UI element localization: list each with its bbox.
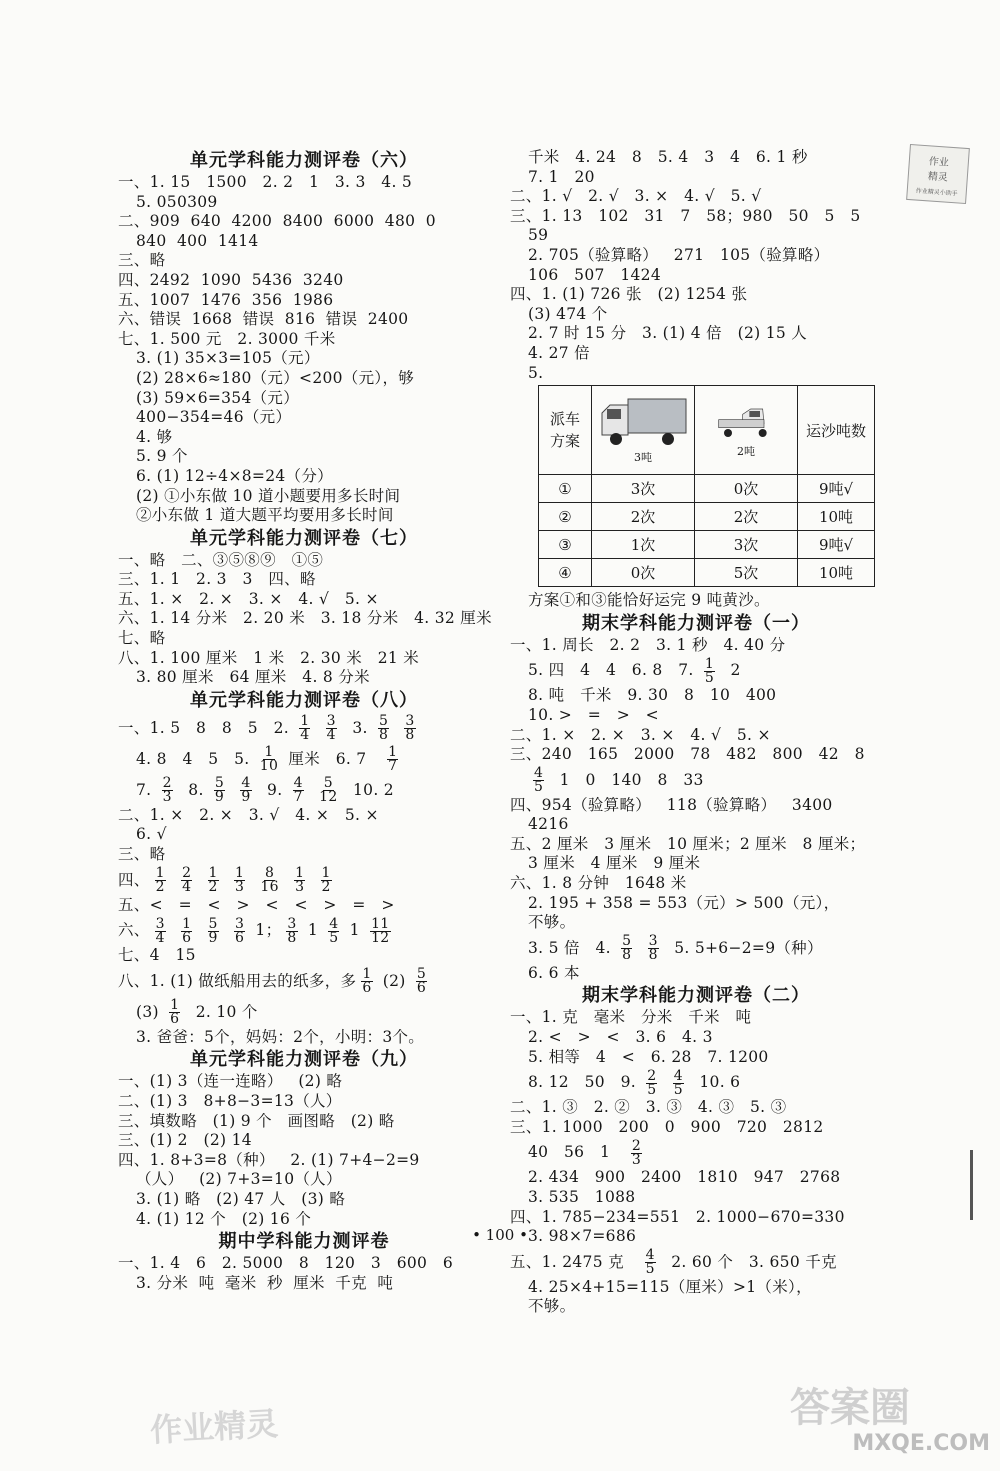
answer-line: 四、1. 785−234=551 2. 1000−670=330 xyxy=(510,1207,845,1226)
answer-text xyxy=(224,871,229,889)
answer-line: 八、1. 100 厘米 1 米 2. 30 米 21 米 xyxy=(118,648,420,667)
answer-text xyxy=(171,921,176,939)
answer-line xyxy=(510,933,882,964)
header-truck-2t xyxy=(695,386,798,475)
total-tons: 10吨 xyxy=(798,559,875,587)
fraction-numerator: 5 xyxy=(378,713,389,730)
answer-line: 4. (1) 12 个 (2) 16 个 xyxy=(136,1209,312,1228)
answer-line: 六、1. 14 分米 2. 20 米 3. 18 分米 4. 32 厘米 xyxy=(118,609,492,628)
answer-line: 二、1. ③ 2. ② 3. ③ 4. ③ 5. ③ xyxy=(510,1098,787,1117)
fraction-denominator: 5 xyxy=(673,1081,683,1098)
fraction-denominator: 5 xyxy=(534,779,544,796)
answer-line: 2. 7 时 15 分 3. (1) 4 倍 (2) 15 人 xyxy=(528,324,808,343)
answer-text: 5. 5+6−2=9（种） xyxy=(663,938,823,957)
answer-line: 106 507 1424 xyxy=(528,265,661,284)
answer-line: 二、(1) 3 8+8−3=13（人） xyxy=(118,1092,342,1110)
answer-text xyxy=(662,1073,667,1091)
fraction-numerator: 1 xyxy=(295,865,305,882)
fraction-denominator: 4 xyxy=(300,727,310,744)
truck-3t-trips: 1次 xyxy=(592,531,695,559)
answer-line: 不够。 xyxy=(528,913,576,932)
table-row xyxy=(539,531,875,559)
answer-line: 3. 爸爸：5个，妈妈：2个，小明：3个。 xyxy=(136,1027,425,1046)
fraction-numerator: 4 xyxy=(241,775,251,792)
truck-3t-caption: 3吨 xyxy=(634,451,652,465)
answer-line: 3 厘米 4 厘米 9 厘米 xyxy=(528,854,701,873)
answer-line: 一、1. 15 1500 2. 2 1 3. 3 4. 5 xyxy=(118,173,413,191)
answer-column-left xyxy=(118,148,490,1293)
answer-text: (2) xyxy=(377,971,411,990)
fraction-denominator: 8 xyxy=(378,727,389,744)
answer-line: 三、略 xyxy=(118,251,166,270)
fraction xyxy=(370,915,390,946)
table-row xyxy=(539,503,875,531)
answer-line: 840 400 1414 xyxy=(136,231,259,250)
answer-text xyxy=(315,719,320,737)
answer-line: 四、2492 1090 5436 3240 xyxy=(118,270,344,289)
answer-line: 三、略 xyxy=(118,845,166,864)
answer-line: 3. 535 1088 xyxy=(528,1188,636,1206)
section-heading: 单元学科能力测评卷（七） xyxy=(190,527,418,549)
answer-line: （人） (2) 7+3=10（人） xyxy=(136,1170,342,1189)
answer-line: 59 xyxy=(528,226,549,245)
fraction xyxy=(234,867,245,894)
table-row xyxy=(539,559,875,587)
answer-text xyxy=(637,939,642,957)
answer-line: 10. > = > < xyxy=(528,705,659,724)
answer-line: 4216 xyxy=(528,815,569,834)
fraction xyxy=(319,777,337,804)
answer-text xyxy=(394,719,399,737)
fraction-numerator: 2 xyxy=(162,775,172,792)
fraction xyxy=(328,915,339,946)
section-heading: 单元学科能力测评卷（九） xyxy=(190,1049,418,1071)
answer-line: 4. 27 倍 xyxy=(528,343,590,362)
fraction-numerator: 3 xyxy=(405,713,415,730)
answer-text: 1 0 140 8 33 xyxy=(549,770,704,789)
fraction-numerator: 4 xyxy=(534,765,544,782)
fraction xyxy=(234,915,245,946)
fraction xyxy=(631,1137,642,1168)
section-heading: 期末学科能力测评卷（二） xyxy=(582,985,810,1007)
answer-line: 一、1. 4 6 2. 5000 8 120 3 600 6 xyxy=(118,1254,454,1273)
answer-line: 一、略 二、③⑤⑧⑨ ①⑤ xyxy=(118,550,324,569)
answer-line: 4. 够 xyxy=(136,427,173,446)
fraction xyxy=(260,867,278,894)
fraction-denominator: 6 xyxy=(234,929,245,946)
answer-line: (2) 28×6≈180（元）<200（元），够 xyxy=(136,368,415,387)
answer-line: 5. 相等 4 < 6. 28 7. 1200 xyxy=(528,1047,769,1066)
answer-line: 六、错误 1668 错误 816 错误 2400 xyxy=(118,310,409,329)
section-heading: 期末学科能力测评卷（一） xyxy=(582,612,810,634)
watermark-right xyxy=(790,1385,990,1465)
fraction-denominator: 5 xyxy=(704,669,715,686)
fraction-numerator: 5 xyxy=(622,933,632,950)
answer-line xyxy=(118,966,490,997)
fraction-numerator: 1 xyxy=(300,713,310,730)
fraction-numerator: 5 xyxy=(214,775,225,792)
watermark-logo-text: 答案圈 xyxy=(790,1385,910,1431)
answer-line: 三、(1) 2 (2) 14 xyxy=(118,1131,252,1150)
fraction xyxy=(294,867,305,894)
answer-line: 二、1. × 2. × 3. √ 4. × 5. × xyxy=(118,805,379,824)
answer-line: 不够。 xyxy=(528,1297,576,1316)
fraction-denominator: 9 xyxy=(208,929,218,946)
answer-text: 六、 xyxy=(118,921,150,940)
answer-text: 5. 四 4 4 6. 8 7. xyxy=(528,661,699,680)
fraction xyxy=(240,777,251,804)
fraction xyxy=(646,1067,657,1098)
answer-line: 二、1. × 2. × 3. × 4. √ 5. × xyxy=(510,725,771,744)
answer-line: 三、填数略 (1) 9 个 画图略 (2) 略 xyxy=(118,1111,395,1130)
fraction-numerator: 1 xyxy=(704,655,715,672)
fraction-denominator: 6 xyxy=(182,929,192,946)
fraction xyxy=(208,867,219,894)
fraction xyxy=(214,777,225,804)
answer-line xyxy=(510,1137,882,1168)
fraction-numerator: 3 xyxy=(287,915,297,932)
truck-3t-trips: 0次 xyxy=(592,559,695,587)
header-plan-label: 派车方案 xyxy=(549,410,580,451)
fraction-denominator: 3 xyxy=(234,879,245,896)
section-heading: 期中学科能力测评卷 xyxy=(218,1231,390,1253)
answer-line xyxy=(510,1067,882,1098)
answer-text: 40 56 1 xyxy=(528,1143,626,1162)
answer-text: 3. 5 倍 4. xyxy=(528,938,617,957)
answer-text xyxy=(197,871,202,889)
stamp-line: 作业 xyxy=(928,156,950,169)
fraction-denominator: 4 xyxy=(326,727,336,744)
fraction-denominator: 4 xyxy=(155,929,165,946)
answer-line: 四、954（验算略） 118（验算略） 3400 xyxy=(510,795,833,814)
answer-line xyxy=(510,765,882,796)
total-tons: 9吨√ xyxy=(798,531,875,559)
answer-line: 8. 吨 千米 9. 30 8 10 400 xyxy=(528,686,777,705)
section-heading: 单元学科能力测评卷（八） xyxy=(190,689,418,711)
answer-line: 7. 1 20 xyxy=(528,167,595,186)
fraction xyxy=(704,655,715,686)
fraction xyxy=(260,746,278,773)
answer-line: ②小东做 1 道大题平均要用多长时间 xyxy=(136,506,394,525)
answer-line: 三、240 165 2000 78 482 800 42 8 xyxy=(510,745,865,764)
answer-line: 4. 25×4+15=115（厘米）>1（米）， xyxy=(528,1277,812,1296)
answer-text: 1 xyxy=(344,921,366,940)
answer-line: 四、1. (1) 726 张 (2) 1254 张 xyxy=(510,285,748,304)
fraction xyxy=(648,935,659,962)
fraction xyxy=(162,777,173,804)
fraction-numerator: 3 xyxy=(234,915,245,932)
answer-text: 3. xyxy=(341,718,373,737)
fraction xyxy=(155,915,166,946)
answer-line xyxy=(118,915,490,946)
answer-line xyxy=(118,997,490,1028)
fraction-denominator: 7 xyxy=(388,758,398,775)
plan-cell: ③ xyxy=(539,531,592,559)
fraction-numerator: 1 xyxy=(155,865,165,882)
answer-line: 6. (1) 12÷4×8=24（分） xyxy=(136,466,333,485)
stamp-line: 精灵 xyxy=(927,171,949,184)
big-truck-icon xyxy=(598,395,688,447)
fraction-numerator: 4 xyxy=(329,915,339,932)
header-plan xyxy=(539,386,592,475)
fraction xyxy=(378,715,389,742)
fraction-numerator: 11 xyxy=(371,915,390,932)
answer-text: (3) xyxy=(136,1002,165,1021)
answer-line: 5. xyxy=(528,363,544,382)
truck-3t-trips: 2次 xyxy=(592,503,695,531)
answer-line xyxy=(118,744,490,775)
fraction-denominator: 2 xyxy=(321,879,331,896)
answer-text xyxy=(309,781,314,799)
answer-line: 3. 98×7=686 xyxy=(528,1227,637,1246)
table-row xyxy=(539,475,875,503)
page-number: • 100 • xyxy=(472,1226,528,1244)
fraction xyxy=(169,999,180,1026)
page-edge-mark xyxy=(970,1150,973,1220)
fraction-denominator: 5 xyxy=(645,1261,655,1278)
fraction-numerator: 1 xyxy=(234,865,245,882)
answer-line: 三、1. 13 102 31 7 58；980 50 5 5 xyxy=(510,206,861,225)
fraction-numerator: 5 xyxy=(323,775,333,792)
fraction xyxy=(645,1249,656,1276)
answer-line: (3) 474 个 xyxy=(528,304,608,323)
fraction-numerator: 2 xyxy=(631,1137,642,1154)
answer-line: 五、2 厘米 3 厘米 10 厘米；2 厘米 8 厘米； xyxy=(510,834,866,853)
answer-line xyxy=(118,713,490,744)
fraction-denominator: 6 xyxy=(170,1011,180,1028)
fraction xyxy=(404,715,415,742)
watermark-url: MXQE.COM xyxy=(852,1431,990,1456)
fraction-denominator: 8 xyxy=(622,947,632,964)
answer-line: 三、1. 1000 200 0 900 720 2812 xyxy=(510,1117,824,1136)
answer-line: 五、1007 1476 356 1986 xyxy=(118,290,334,309)
fraction-denominator: 2 xyxy=(155,879,165,896)
fraction-numerator: 2 xyxy=(182,865,192,882)
answer-text: 五、1. 2475 克 xyxy=(510,1252,640,1271)
answer-line: 千米 4. 24 8 5. 4 3 4 6. 1 秒 xyxy=(528,148,808,166)
answer-line: 方案①和③能恰好运完 9 吨黄沙。 xyxy=(528,591,770,610)
answer-line: 2. 195 + 358 = 553（元）> 500（元）， xyxy=(528,893,840,912)
fraction-numerator: 1 xyxy=(208,865,218,882)
fraction-numerator: 4 xyxy=(673,1067,683,1084)
fraction-denominator: 4 xyxy=(182,879,192,896)
fraction xyxy=(621,935,632,962)
fraction-numerator: 5 xyxy=(416,966,427,983)
fraction xyxy=(299,715,310,742)
plan-cell: ① xyxy=(539,475,592,503)
answer-line: 3. (1) 略 (2) 47 人 (3) 略 xyxy=(136,1189,346,1208)
fraction xyxy=(181,867,192,894)
fraction-numerator: 3 xyxy=(326,713,336,730)
fraction-denominator: 8 xyxy=(648,947,658,964)
answer-text: 9. xyxy=(256,780,288,799)
fraction-numerator: 1 xyxy=(388,744,398,761)
fraction xyxy=(387,746,398,773)
answer-line: 四、1. 8+3=8（种） 2. (1) 7+4−2=9 xyxy=(118,1150,420,1169)
table-header-row xyxy=(539,386,875,475)
answer-text: 2. 10 个 xyxy=(185,1002,258,1021)
fraction-denominator: 3 xyxy=(162,789,172,806)
answer-text xyxy=(224,921,229,939)
fraction-numerator: 8 xyxy=(265,865,275,882)
fraction-numerator: 1 xyxy=(182,915,192,932)
fraction xyxy=(416,968,427,995)
fraction-denominator: 12 xyxy=(319,789,338,806)
answer-text: 厘米 6. 7 xyxy=(283,749,383,768)
answer-text: 四、 xyxy=(118,870,150,889)
small-truck-icon xyxy=(716,401,776,441)
truck-2t-caption: 2吨 xyxy=(737,445,755,459)
fraction-numerator: 3 xyxy=(648,933,658,950)
answer-line: 六、1. 8 分钟 1648 米 xyxy=(510,874,687,893)
answer-line: 2. < > < 3. 6 4. 3 xyxy=(528,1028,713,1047)
answer-line: 一、1. 克 毫米 分米 千米 吨 xyxy=(510,1008,752,1027)
answer-line: (3) 59×6=354（元） xyxy=(136,388,300,407)
answer-line: 七、略 xyxy=(118,629,166,648)
answer-text: 10. 6 xyxy=(688,1073,741,1092)
fraction-denominator: 6 xyxy=(362,980,372,997)
fraction-numerator: 4 xyxy=(645,1247,655,1264)
answer-line xyxy=(118,775,490,806)
answer-text: 八、1. (1) 做纸船用去的纸多，多 xyxy=(118,971,357,990)
answer-line: 一、1. 周长 2. 2 3. 1 秒 4. 40 分 xyxy=(510,635,786,654)
answer-line: 5. 050309 xyxy=(136,192,218,211)
fraction-numerator: 1 xyxy=(170,997,180,1014)
answer-text: 1 xyxy=(302,921,324,940)
fraction xyxy=(533,767,544,794)
answer-line: 七、4 15 xyxy=(118,946,196,965)
publisher-stamp xyxy=(906,144,970,204)
answer-text: 2 xyxy=(720,661,741,680)
answer-line: 二、909 640 4200 8400 6000 480 0 xyxy=(118,212,436,231)
answer-line: 三、1. 1 2. 3 3 四、略 xyxy=(118,570,316,589)
header-total: 运沙吨数 xyxy=(798,386,875,475)
answer-line: 一、(1) 3（连一连略） (2) 略 xyxy=(118,1072,343,1091)
answer-text: 1； xyxy=(250,921,282,940)
answer-line: 五、1. × 2. × 3. × 4. √ 5. × xyxy=(118,589,379,608)
fraction-denominator: 8 xyxy=(287,929,297,946)
section-heading: 单元学科能力测评卷（六） xyxy=(190,150,418,171)
fraction-denominator: 7 xyxy=(293,789,303,806)
truck-3t xyxy=(592,395,694,465)
fraction-denominator: 9 xyxy=(241,789,251,806)
answer-text: 2. 60 个 3. 650 千克 xyxy=(660,1252,837,1271)
header-truck-3t xyxy=(592,386,695,475)
answer-line xyxy=(118,865,490,896)
answer-line: 2. 434 900 2400 1810 947 2768 xyxy=(528,1168,841,1187)
answer-line: 3. 80 厘米 64 厘米 4. 8 分米 xyxy=(136,668,370,687)
fraction xyxy=(208,915,219,946)
fraction-numerator: 3 xyxy=(155,915,165,932)
stamp-line: 作业精灵小助手 xyxy=(915,187,958,198)
fraction xyxy=(181,915,192,946)
dispatch-plan-table xyxy=(538,385,875,587)
fraction-denominator: 5 xyxy=(329,929,339,946)
answer-line xyxy=(510,655,882,686)
watermark-left: 作业精灵 xyxy=(149,1404,280,1450)
answer-line: 五、< = < > < < > = > xyxy=(118,895,395,914)
answer-line: 七、1. 500 元 2. 3000 千米 xyxy=(118,329,336,348)
answer-text: 8. xyxy=(177,780,209,799)
answer-line: 3. 分米 吨 毫米 秒 厘米 千克 吨 xyxy=(136,1273,394,1292)
fraction-denominator: 5 xyxy=(647,1081,657,1098)
answer-text xyxy=(197,921,202,939)
fraction-denominator: 8 xyxy=(405,727,415,744)
fraction-denominator: 3 xyxy=(631,1151,642,1168)
answer-text xyxy=(250,871,255,889)
answer-line: 6. √ xyxy=(136,825,167,844)
truck-2t-trips: 5次 xyxy=(695,559,798,587)
plan-cell: ④ xyxy=(539,559,592,587)
answer-text xyxy=(310,871,315,889)
answer-text: 7. xyxy=(136,780,157,799)
answer-text: 10. 2 xyxy=(342,780,394,799)
fraction-denominator: 10 xyxy=(259,758,279,775)
fraction xyxy=(673,1067,684,1098)
fraction xyxy=(286,915,297,946)
total-tons: 10吨 xyxy=(798,503,875,531)
truck-3t-trips: 3次 xyxy=(592,475,695,503)
fraction xyxy=(293,777,304,804)
truck-2t-trips: 3次 xyxy=(695,531,798,559)
answer-text: 4. 8 4 5 5. xyxy=(136,749,255,768)
fraction-denominator: 2 xyxy=(208,879,218,896)
answer-line: 6. 6 本 xyxy=(528,963,580,982)
truck-2t-trips: 2次 xyxy=(695,503,798,531)
fraction-numerator: 1 xyxy=(362,966,372,983)
fraction-denominator: 3 xyxy=(295,879,305,896)
fraction-denominator: 6 xyxy=(416,980,427,997)
answer-text: 8. 12 50 9. xyxy=(528,1073,642,1092)
fraction-numerator: 1 xyxy=(264,744,274,761)
answer-line: (2) ①小东做 10 道小题要用多长时间 xyxy=(136,486,401,505)
answer-line: 二、1. √ 2. √ 3. × 4. √ 5. √ xyxy=(510,187,762,206)
answer-text xyxy=(284,871,289,889)
truck-2t-trips: 0次 xyxy=(695,475,798,503)
fraction-numerator: 2 xyxy=(647,1067,657,1084)
fraction-denominator: 16 xyxy=(260,879,279,896)
answer-text: 一、1. 5 8 8 5 2. xyxy=(118,718,295,737)
answer-line: 2. 705（验算略） 271 105（验算略） xyxy=(528,245,830,264)
fraction-numerator: 5 xyxy=(208,915,218,932)
answer-text xyxy=(230,781,235,799)
fraction xyxy=(155,867,166,894)
answer-column-right xyxy=(510,148,882,1317)
answer-line xyxy=(510,1247,882,1278)
truck-2t xyxy=(695,401,797,459)
fraction xyxy=(326,715,337,742)
total-tons: 9吨√ xyxy=(798,475,875,503)
plan-cell: ② xyxy=(539,503,592,531)
fraction xyxy=(321,867,332,894)
fraction-numerator: 1 xyxy=(321,865,331,882)
answer-line: 400−354=46（元） xyxy=(136,408,292,427)
answer-line: 5. 9 个 xyxy=(136,447,188,466)
fraction-denominator: 12 xyxy=(371,929,390,946)
answer-text xyxy=(171,871,176,889)
fraction-numerator: 4 xyxy=(293,775,303,792)
answer-line: 3. (1) 35×3=105（元） xyxy=(136,349,320,368)
fraction xyxy=(361,968,372,995)
fraction-denominator: 9 xyxy=(214,789,225,806)
